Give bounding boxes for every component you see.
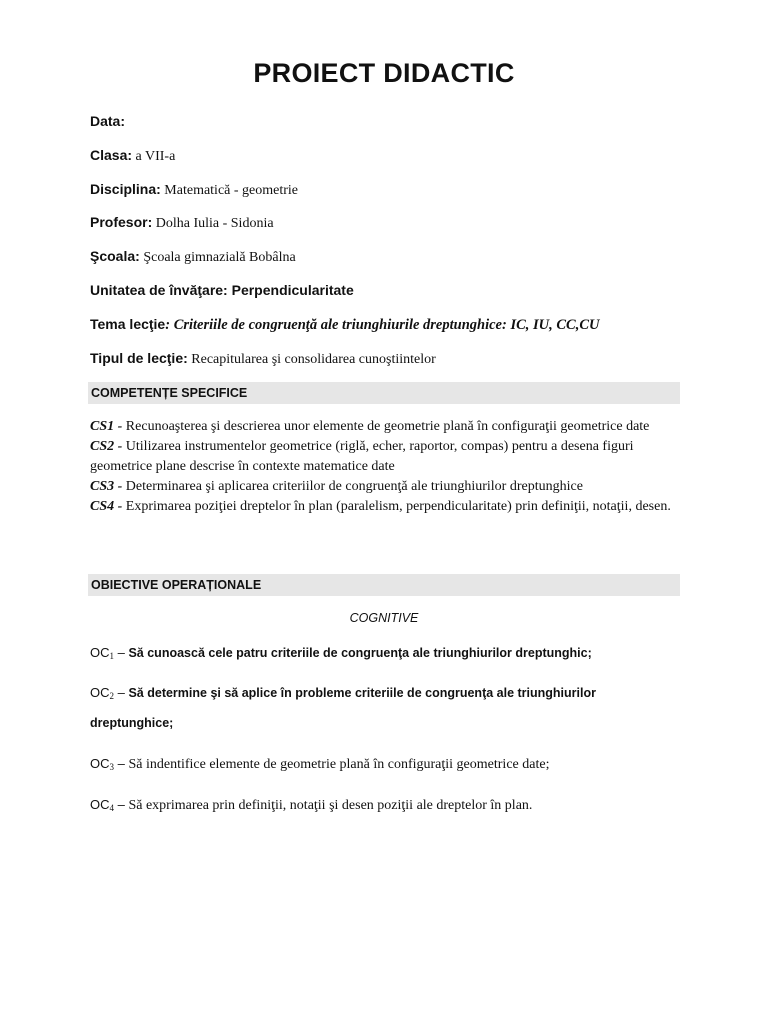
oc2-text-line1: Să determine şi să aplice în probleme criteriile de congruenţa ale triunghiurilor [128, 686, 596, 700]
disciplina-value: Matematică - geometrie [160, 183, 299, 198]
field-disciplina [90, 181, 298, 199]
clasa-label: Clasa: [90, 147, 133, 163]
oc2-sub: 2 [109, 691, 114, 701]
oc1-text: Să cunoască cele patru criteriile de congruenţa ale triunghiurilor dreptunghic; [128, 646, 592, 660]
oc3-sub: 3 [109, 762, 114, 772]
objective-oc2 [90, 685, 690, 701]
oc1-sub: 1 [109, 651, 114, 661]
field-tema [90, 316, 599, 334]
competente-heading: COMPETENȚE SPECIFICE [88, 382, 680, 404]
oc4-text: Să exprimarea prin definiţii, notaţii şi desen poziţii ale dreptelor în plan. [128, 798, 533, 813]
scoala-label: Şcoala: [90, 248, 140, 264]
oc1-dash: – [114, 645, 129, 660]
oc3-dash: – [114, 756, 129, 771]
oc1-code: OC [90, 645, 110, 660]
profesor-label: Profesor: [90, 214, 153, 230]
competenta-item-cs4 [90, 497, 682, 517]
disciplina-label: Disciplina: [90, 181, 161, 197]
cs1-code: CS1 - [90, 419, 123, 434]
field-unitatea [90, 282, 354, 300]
profesor-value: Dolha Iulia - Sidonia [152, 216, 274, 231]
cs3-text: Determinarea şi aplicarea criteriilor de congruenţă ale triunghiurilor dreptunghice [122, 479, 583, 494]
clasa-value: a VII-a [132, 149, 176, 164]
field-profesor [90, 214, 274, 232]
cs4-text: Exprimarea poziţiei dreptelor în plan (paralelism, perpendicularitate) prin definiţii, notaţii, desen. [122, 499, 671, 514]
field-clasa [90, 147, 175, 165]
objective-oc2-continued [90, 715, 690, 731]
competenta-item-cs2 [90, 437, 682, 477]
unitatea-label: Unitatea de învăţare: [90, 282, 228, 298]
obiective-heading: OBIECTIVE OPERAȚIONALE [88, 574, 680, 596]
tipul-value: Recapitularea şi consolidarea cunoştiintelor [187, 352, 436, 367]
objective-oc1 [90, 645, 690, 661]
cs2-code: CS2 - [90, 439, 123, 454]
competenta-item-cs1 [90, 417, 682, 437]
unitatea-value: Perpendicularitate [227, 282, 354, 298]
cs3-code: CS3 - [90, 479, 123, 494]
document-title: PROIECT DIDACTIC [253, 58, 515, 88]
oc4-sub: 4 [109, 803, 114, 813]
field-tipul [90, 350, 436, 368]
oc2-text-line2: dreptunghice; [90, 716, 174, 730]
field-data [90, 113, 125, 131]
objective-oc4 [90, 797, 690, 814]
oc4-dash: – [114, 797, 129, 812]
tipul-label: Tipul de lecţie: [90, 350, 188, 366]
oc3-code: OC [90, 756, 110, 771]
data-label: Data: [90, 113, 126, 129]
scoala-value: Şcoala gimnazială Bobâlna [139, 250, 296, 265]
field-scoala [90, 248, 296, 266]
cs4-code: CS4 - [90, 499, 123, 514]
oc2-dash: – [114, 685, 129, 700]
competenta-item-cs3 [90, 477, 682, 497]
tema-label: Tema lecţie [90, 316, 166, 332]
objective-oc3 [90, 756, 690, 773]
tema-value: : Criteriile de congruenţă ale triunghiurile dreptunghice: IC, IU, CC,CU [165, 317, 600, 333]
cognitive-subheading: COGNITIVE [349, 611, 419, 625]
oc2-code: OC [90, 685, 110, 700]
cs1-text: Recunoaşterea şi descrierea unor elemente de geometrie plană în configuraţii geometrice date [122, 419, 650, 434]
oc3-text: Să indentifice elemente de geometrie plană în configuraţii geometrice date; [128, 757, 550, 772]
competente-list [90, 417, 682, 517]
cs2-text: Utilizarea instrumentelor geometrice (riglă, echer, raportor, compas) pentru a desena figuri geometrice plane descrise în contexte matematice date [90, 439, 634, 474]
oc4-code: OC [90, 797, 110, 812]
